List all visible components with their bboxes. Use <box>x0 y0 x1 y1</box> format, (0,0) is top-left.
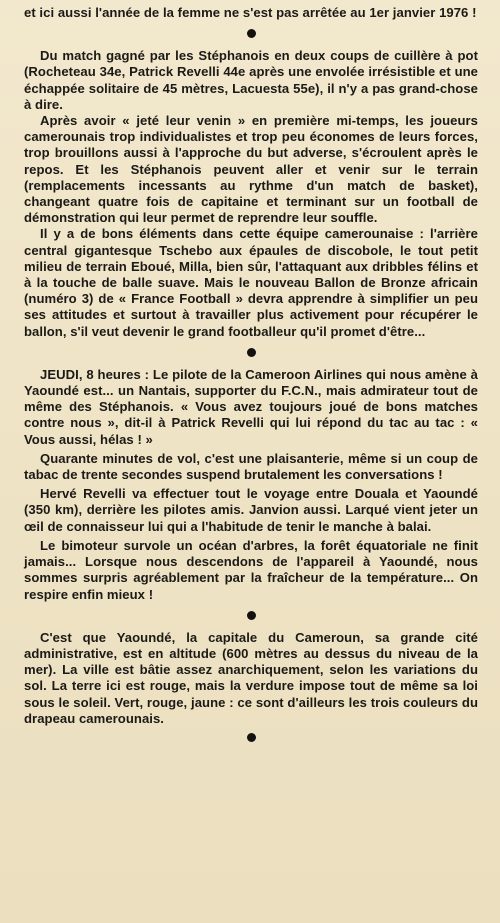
section-bullet <box>247 611 256 620</box>
dateline: JEUDI, 8 heures : <box>40 366 150 382</box>
paragraph-bimoteur: Le bimoteur survole un océan d'arbres, la forêt équatoriale ne finit jamais... Lorsque nous descendons de l'appareil à Yaoundé, nous sommes surpris agréablement par la fraîcheur de la température... On respire enfin mieux ! <box>24 537 478 602</box>
paragraph-revelli: Hervé Revelli va effectuer tout le voyage entre Douala et Yaoundé (350 km), derrière les pilotes amis. Janvion aussi. Larqué vient jeter un œil de connaisseur lui qui a l'habitude de tenir le manche à balai. <box>24 486 478 534</box>
paragraph-yaounde: C'est que Yaoundé, la capitale du Cameroun, sa grande cité administrative, est en altitude (600 mètres au dessus du niveau de la mer). La ville est bâtie assez anarchiquement, selon les variations du sol. La terre ici est rouge, mais la verdure impose tout de même sa loi sous le soleil. Vert, rouge, jaune : ce sont d'ailleurs les trois couleurs du drapeau camerounais. <box>24 629 478 726</box>
paragraph-match: Du match gagné par les Stéphanois en deux coups de cuillère à pot (Rocheteau 34e, Patrick Revelli 44e après une envolée irrésistible et une échappée solitaire de 45 mètres, Lacuesta 55e), il n'y a pas grand-chose à dire. <box>24 48 478 112</box>
paragraph-players: Il y a de bons éléments dans cette équipe camerounaise : l'arrière central gigantesque Tschebo aux épaules de discobole, le tout petit milieu de terrain Eboué, Milla, bien sûr, l'attaquant aux dribbles félins et à la touche de balle suave. Mais le nouveau Ballon de Bronze africain (numéro 3) de « France Football » devra apprendre à simplifier un peu ses attitudes et surtout à travailler plus activement pour récupérer le ballon, s'il veut devenir le grand footballeur qu'il promet d'être... <box>24 226 478 339</box>
section-bullet <box>247 29 256 38</box>
section-bullet <box>247 348 256 357</box>
paragraph-thursday-text: Le pilote de la Cameroon Airlines qui nous amène à Yaoundé est... un Nantais, supporter du F.C.N., mais admirateur tout de même des Stéphanois. « Vous avez toujours joué de bons matches contre nous », dit-il à Patrick Revelli qui lui répond du tac au tac : « Vous aussi, hélas ! » <box>24 366 478 447</box>
section-bullet <box>247 733 256 742</box>
paragraph-thursday <box>24 367 478 448</box>
paragraph-flight: Quarante minutes de vol, c'est une plaisanterie, même si un coup de tabac de trente secondes suspend brutalement les conversations ! <box>24 450 478 483</box>
paragraph-intro: et ici aussi l'année de la femme ne s'est pas arrêtée au 1er janvier 1976 ! <box>24 5 477 20</box>
paragraph-second-half: Après avoir « jeté leur venin » en première mi-temps, les joueurs camerounais trop individualistes et trop peu économes de leurs forces, trop brouillons aussi à l'approche du but adverse, s'écroulent après le repos. Et les Stéphanois peuvent aller et venir sur le terrain (remplacements incessants au rythme d'un match de basket), changeant quatre fois de capitaine et terminant sur un football de démonstration qui leur permet de reprendre leur souffle. <box>24 113 478 226</box>
